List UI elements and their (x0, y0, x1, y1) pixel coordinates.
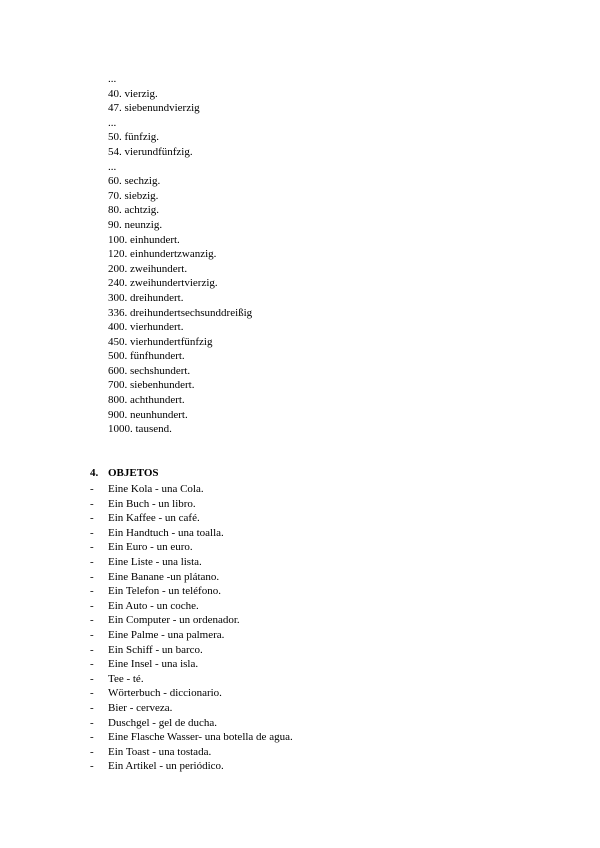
number-line: 54. vierundfünfzig. (108, 145, 193, 158)
object-item (90, 613, 293, 628)
object-item (90, 628, 293, 643)
object-text: Ein Kaffee - un café. (108, 512, 200, 525)
list-bullet: - (90, 585, 94, 598)
number-line: 120. einhundertzwanzig. (108, 248, 217, 261)
object-item (90, 686, 293, 701)
object-item (90, 540, 293, 555)
object-item (90, 599, 293, 614)
object-text: Ein Handtuch - una toalla. (108, 526, 224, 539)
number-line: 80. achtzig. (108, 204, 160, 217)
object-text: Ein Toast - una tostada. (108, 745, 212, 758)
list-bullet: - (90, 745, 94, 758)
number-line: 240. zweihundertvierzig. (108, 277, 218, 290)
number-line: 500. fünfhundert. (108, 350, 185, 363)
numbers-list (108, 72, 252, 437)
object-text: Ein Artikel - un periódico. (108, 760, 224, 773)
number-line: 300. dreihundert. (108, 291, 184, 304)
objects-list (90, 482, 293, 774)
object-item (90, 701, 293, 716)
object-item (90, 511, 293, 526)
object-item (90, 716, 293, 731)
object-text: Tee - té. (108, 672, 144, 685)
list-bullet: - (90, 614, 94, 627)
object-text: Ein Computer - un ordenador. (108, 614, 240, 627)
list-bullet: - (90, 701, 94, 714)
object-item (90, 482, 293, 497)
object-item (90, 584, 293, 599)
number-line: 400. vierhundert. (108, 321, 184, 334)
section-number: 4. (90, 467, 99, 479)
object-text: Eine Insel - una isla. (108, 658, 199, 671)
object-item (90, 672, 293, 687)
list-bullet: - (90, 643, 94, 656)
number-line: ... (108, 116, 117, 129)
list-bullet: - (90, 716, 94, 729)
object-text: Bier - cerveza. (108, 701, 173, 714)
object-text: Eine Liste - una lista. (108, 555, 202, 568)
list-bullet: - (90, 687, 94, 700)
number-line: 47. siebenundvierzig (108, 102, 200, 115)
number-line: ... (108, 73, 117, 85)
list-bullet: - (90, 599, 94, 612)
number-line: ... (108, 160, 117, 173)
number-line: 90. neunzig. (108, 218, 163, 231)
object-text: Ein Telefon - un teléfono. (108, 585, 221, 598)
list-bullet: - (90, 672, 94, 685)
list-bullet: - (90, 541, 94, 554)
list-bullet: - (90, 658, 94, 671)
number-line: 900. neunhundert. (108, 408, 188, 421)
number-line: 800. achthundert. (108, 394, 185, 407)
object-item (90, 555, 293, 570)
list-bullet: - (90, 526, 94, 539)
number-line: 50. fünfzig. (108, 131, 160, 144)
object-item (90, 657, 293, 672)
number-line: 336. dreihundertsechsunddreißig (108, 306, 253, 319)
object-item (90, 643, 293, 658)
number-line: 1000. tausend. (108, 423, 172, 436)
object-text: Ein Buch - un libro. (108, 497, 196, 510)
section-title: OBJETOS (108, 467, 159, 479)
object-text: Eine Banane -un plátano. (108, 570, 220, 583)
list-bullet: - (90, 760, 94, 773)
object-item (90, 497, 293, 512)
list-bullet: - (90, 483, 94, 495)
number-line: 700. siebenhundert. (108, 379, 195, 392)
object-text: Eine Kola - una Cola. (108, 483, 204, 495)
number-line: 40. vierzig. (108, 87, 158, 100)
section-heading (90, 466, 159, 481)
object-item (90, 526, 293, 541)
object-text: Wörterbuch - diccionario. (108, 687, 222, 700)
object-text: Eine Flasche Wasser- una botella de agua. (108, 731, 293, 744)
list-bullet: - (90, 731, 94, 744)
number-line: 200. zweihundert. (108, 262, 188, 275)
number-line: 450. vierhundertfünfzig (108, 335, 213, 348)
list-bullet: - (90, 512, 94, 525)
list-bullet: - (90, 628, 94, 641)
object-text: Eine Palme - una palmera. (108, 628, 225, 641)
object-item (90, 570, 293, 585)
object-text: Ein Schiff - un barco. (108, 643, 203, 656)
number-line: 100. einhundert. (108, 233, 180, 246)
object-item (90, 759, 293, 774)
number-line: 600. sechshundert. (108, 364, 191, 377)
number-line: 60. sechzig. (108, 175, 161, 188)
object-item (90, 730, 293, 745)
object-item (90, 745, 293, 760)
list-bullet: - (90, 555, 94, 568)
list-bullet: - (90, 570, 94, 583)
number-line: 70. siebzig. (108, 189, 159, 202)
object-text: Ein Auto - un coche. (108, 599, 199, 612)
object-text: Ein Euro - un euro. (108, 541, 193, 554)
object-text: Duschgel - gel de ducha. (108, 716, 218, 729)
list-bullet: - (90, 497, 94, 510)
